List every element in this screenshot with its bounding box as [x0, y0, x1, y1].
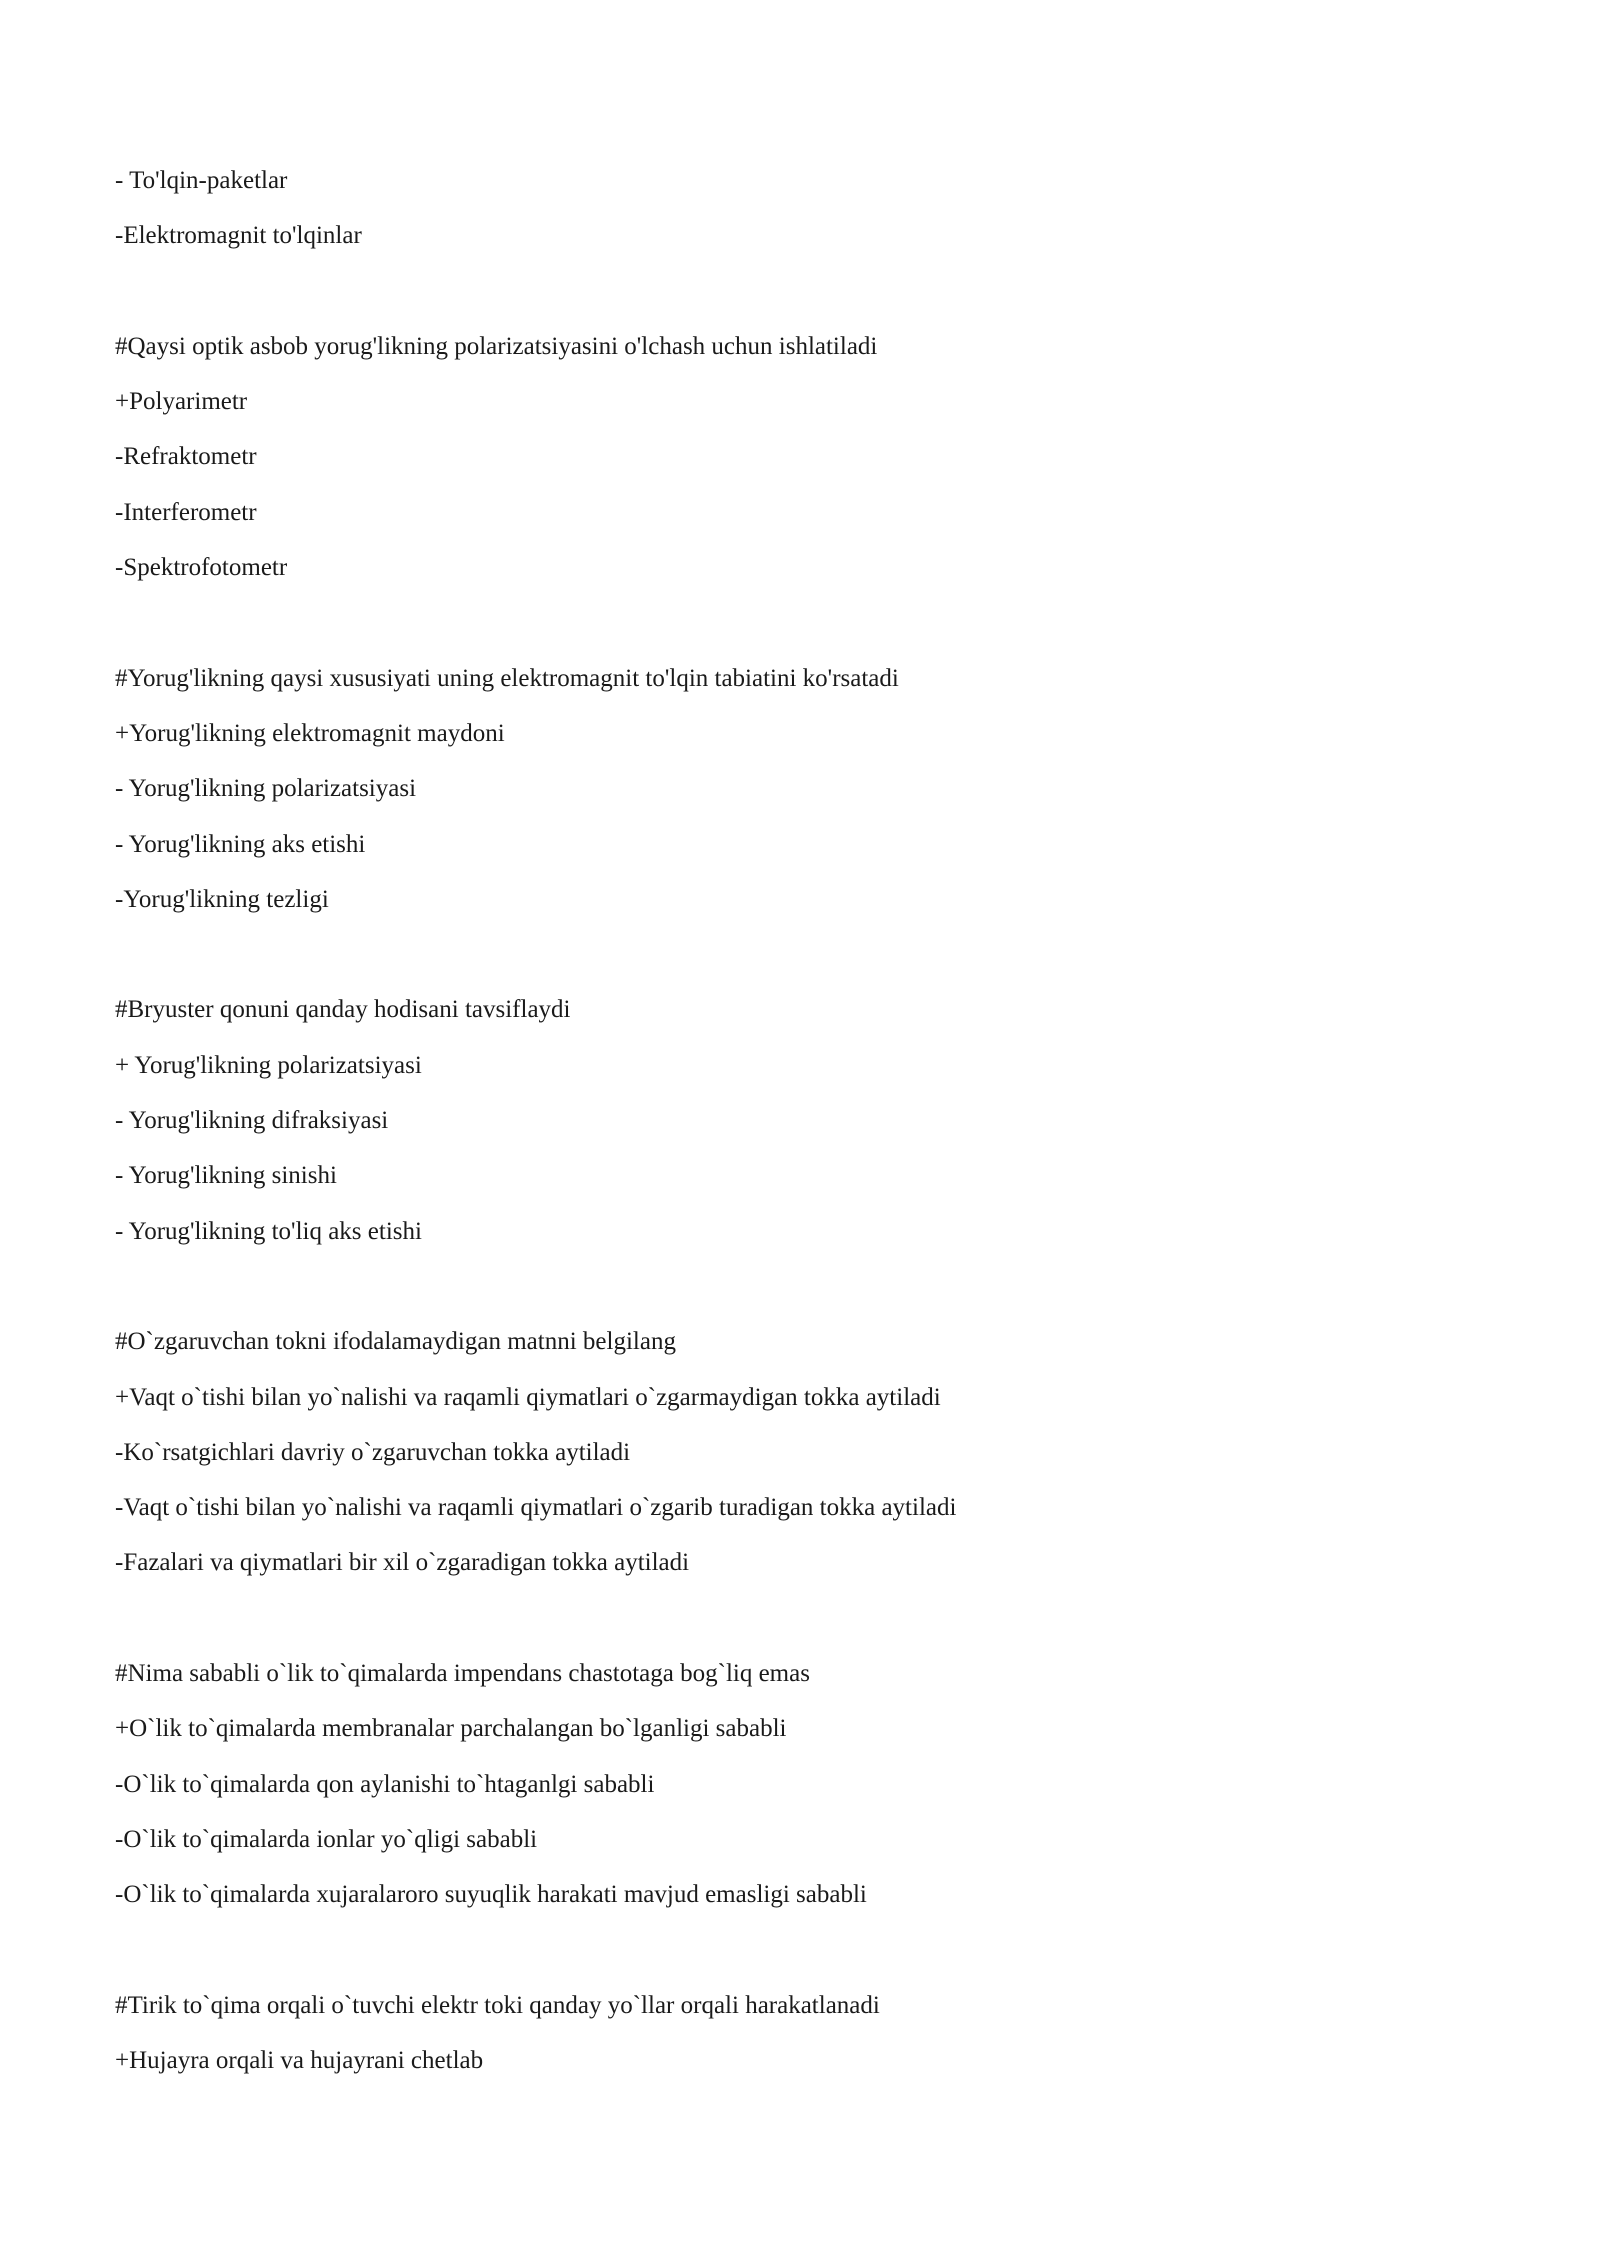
spacer [115, 595, 1515, 650]
document-body [115, 153, 1515, 2088]
answer-option: +O`lik to`qimalarda membranalar parchalangan bo`lganligi sababli [115, 1715, 787, 1743]
answer-option: - Yorug'likning to'liq aks etishi [115, 1217, 422, 1245]
spacer [115, 1591, 1515, 1646]
spacer [115, 1259, 1515, 1314]
answer-option: -O`lik to`qimalarda xujaralaroro suyuqlik harakati mavjud emasligi sababli [115, 1881, 867, 1909]
answer-option: -Vaqt o`tishi bilan yo`nalishi va raqamli qiymatlari o`zgarib turadigan tokka aytiladi [115, 1494, 957, 1522]
answer-option: - To'lqin-paketlar [115, 167, 288, 194]
question-text: #O`zgaruvchan tokni ifodalamaydigan matnni belgilang [115, 1328, 676, 1356]
answer-option: - Yorug'likning aks etishi [115, 830, 366, 858]
answer-option: + Yorug'likning polarizatsiyasi [115, 1051, 422, 1079]
answer-option: -Refraktometr [115, 443, 257, 471]
answer-option: -Ko`rsatgichlari davriy o`zgaruvchan tokka aytiladi [115, 1438, 631, 1466]
spacer [115, 927, 1515, 982]
answer-option: -Fazalari va qiymatlari bir xil o`zgaradigan tokka aytiladi [115, 1549, 690, 1577]
answer-option: +Hujayra orqali va hujayrani chetlab [115, 2047, 484, 2075]
answer-option: +Vaqt o`tishi bilan yo`nalishi va raqamli qiymatlari o`zgarmaydigan tokka aytiladi [115, 1383, 941, 1411]
question-text: #Qaysi optik asbob yorug'likning polarizatsiyasini o'lchash uchun ishlatiladi [115, 332, 878, 360]
answer-option: -Interferometr [115, 498, 257, 526]
question-text: #Yorug'likning qaysi xususiyati uning elektromagnit to'lqin tabiatini ko'rsatadi [115, 664, 899, 692]
spacer [115, 264, 1515, 319]
answer-option: -O`lik to`qimalarda ionlar yo`qligi sababli [115, 1825, 538, 1853]
answer-option: - Yorug'likning polarizatsiyasi [115, 775, 417, 803]
answer-option: - Yorug'likning difraksiyasi [115, 1107, 389, 1135]
question-text: #Nima sababli o`lik to`qimalarda impendans chastotaga bog`liq emas [115, 1660, 810, 1688]
question-text: #Tirik to`qima orqali o`tuvchi elektr toki qanday yo`llar orqali harakatlanadi [115, 1991, 880, 2019]
spacer [115, 1923, 1515, 1978]
answer-option: -O`lik to`qimalarda qon aylanishi to`htaganlgi sababli [115, 1770, 655, 1798]
question-text: #Bryuster qonuni qanday hodisani tavsiflaydi [115, 996, 571, 1024]
answer-option: -Elektromagnit to'lqinlar [115, 222, 362, 250]
answer-option: -Spektrofotometr [115, 554, 288, 582]
answer-option: - Yorug'likning sinishi [115, 1162, 337, 1190]
answer-option: -Yorug'likning tezligi [115, 885, 329, 913]
answer-option: +Yorug'likning elektromagnit maydoni [115, 719, 505, 747]
answer-option: +Polyarimetr [115, 388, 248, 416]
